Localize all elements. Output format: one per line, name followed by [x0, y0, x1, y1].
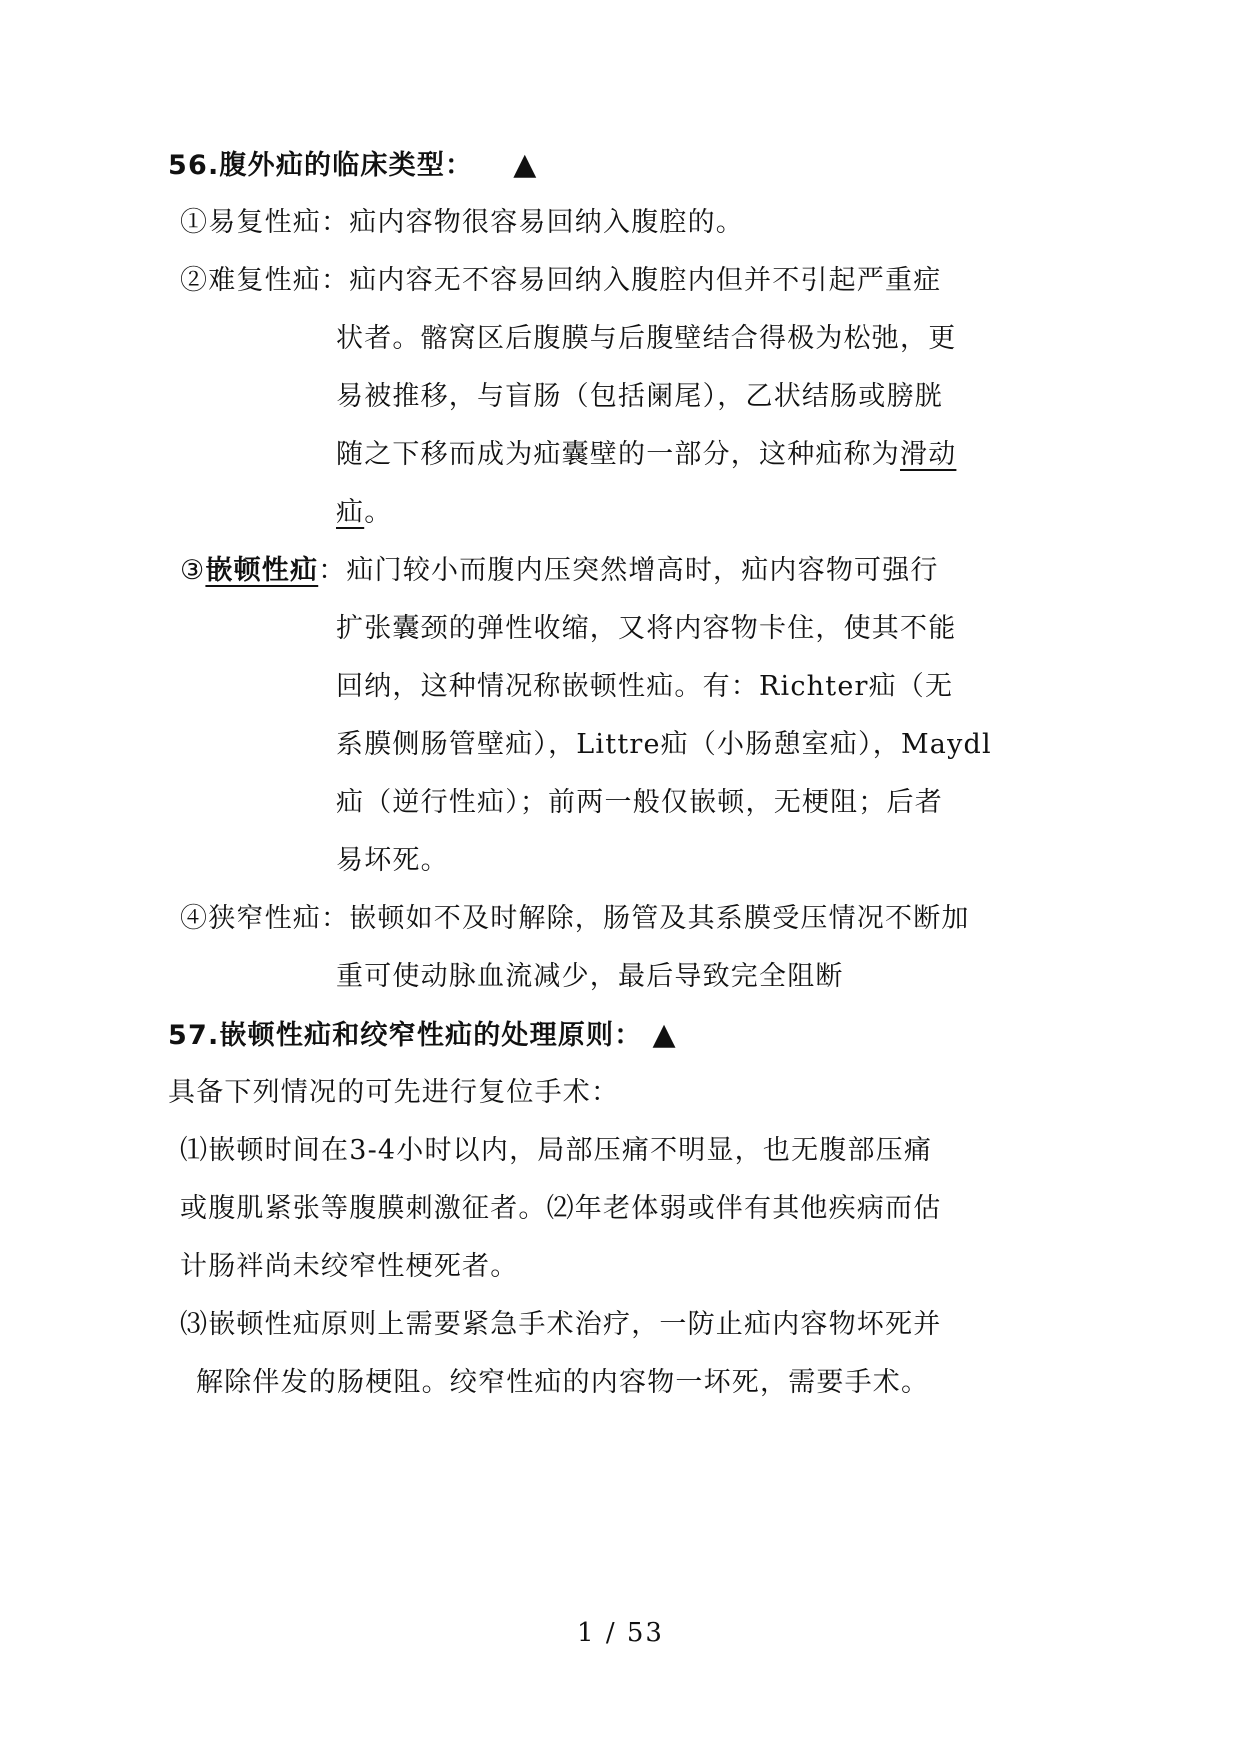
- condition-2-line3: 计肠袢尚未绞窄性梗死者。: [180, 1251, 519, 1282]
- section-57-intro: 具备下列情况的可先进行复位手术：: [168, 1077, 620, 1108]
- sliding-hernia-term-part1: 滑动: [900, 439, 957, 470]
- section-57-title: 57.嵌顿性疝和绞窄性疝的处理原则：: [168, 1020, 643, 1051]
- item-incarcerated-hernia-line1: [180, 554, 939, 588]
- item-irreducible-line4: [336, 438, 956, 472]
- triangle-mark-icon: ▲: [513, 147, 538, 182]
- item-incarcerated-line3: 回纳，这种情况称嵌顿性疝。有：Richter疝（无: [336, 671, 954, 702]
- item-strangulated-hernia-line1: [180, 902, 970, 936]
- item-incarcerated-line5: 疝（逆行性疝）；前两一般仅嵌顿，无梗阻；后者: [336, 787, 943, 818]
- section-56-heading: [168, 148, 538, 183]
- item-incarcerated-text: 疝门较小而腹内压突然增高时，疝内容物可强行: [346, 555, 939, 586]
- condition-3-line2: 解除伴发的肠梗阻。绞窄性疝的内容物一坏死，需要手术。: [196, 1367, 930, 1398]
- item-irreducible-hernia-line1: [180, 264, 941, 298]
- item-strangulated-text: 嵌顿如不及时解除，肠管及其系膜受压情况不断加: [349, 903, 970, 934]
- item-reducible-hernia: ①易复性疝：疝内容物很容易回纳入腹腔的。: [180, 207, 744, 238]
- item-incarcerated-number: ③: [180, 555, 206, 586]
- item-irreducible-line3: 易被推移，与盲肠（包括阑尾），乙状结肠或膀胱: [336, 381, 943, 412]
- section-56-title: 56.腹外疝的临床类型：: [168, 150, 474, 181]
- item-incarcerated-line2: 扩张囊颈的弹性收缩，又将内容物卡住，使其不能: [336, 613, 957, 644]
- item-irreducible-line2: 状者。髂窝区后腹膜与后腹壁结合得极为松弛，更: [336, 323, 957, 354]
- page-number: 1 / 53: [577, 1618, 664, 1648]
- item-irreducible-label: ②难复性疝：: [180, 265, 350, 296]
- item-incarcerated-colon: ：: [318, 555, 347, 586]
- sliding-hernia-term-part2: 疝: [336, 497, 365, 528]
- condition-1-line2: 或腹肌紧张等腹膜刺激征者。⑵年老体弱或伴有其他疾病而估: [180, 1193, 942, 1224]
- section-57-heading: [168, 1018, 677, 1053]
- condition-1-line1: ⑴嵌顿时间在3-4小时以内，局部压痛不明显，也无腹部压痛: [180, 1135, 933, 1166]
- triangle-mark-icon: ▲: [652, 1017, 677, 1052]
- incarcerated-hernia-term: 嵌顿性疝: [205, 555, 319, 586]
- item-strangulated-line2: 重可使动脉血流减少，最后导致完全阻断: [336, 961, 844, 992]
- item-incarcerated-line4: 系膜侧肠管壁疝），Littre疝（小肠憩室疝），Maydl: [336, 729, 992, 760]
- item-irreducible-text: 疝内容无不容易回纳入腹腔内但并不引起严重症: [349, 265, 942, 296]
- item-irreducible-line5-end: 。: [364, 497, 393, 528]
- item-irreducible-line4-text: 随之下移而成为疝囊壁的一部分，这种疝称为: [336, 439, 900, 470]
- item-strangulated-label: ④狭窄性疝：: [180, 903, 350, 934]
- condition-3-line1: ⑶嵌顿性疝原则上需要紧急手术治疗，一防止疝内容物坏死并: [180, 1309, 942, 1340]
- item-incarcerated-line6: 易坏死。: [336, 845, 449, 876]
- item-irreducible-line5: [336, 496, 392, 530]
